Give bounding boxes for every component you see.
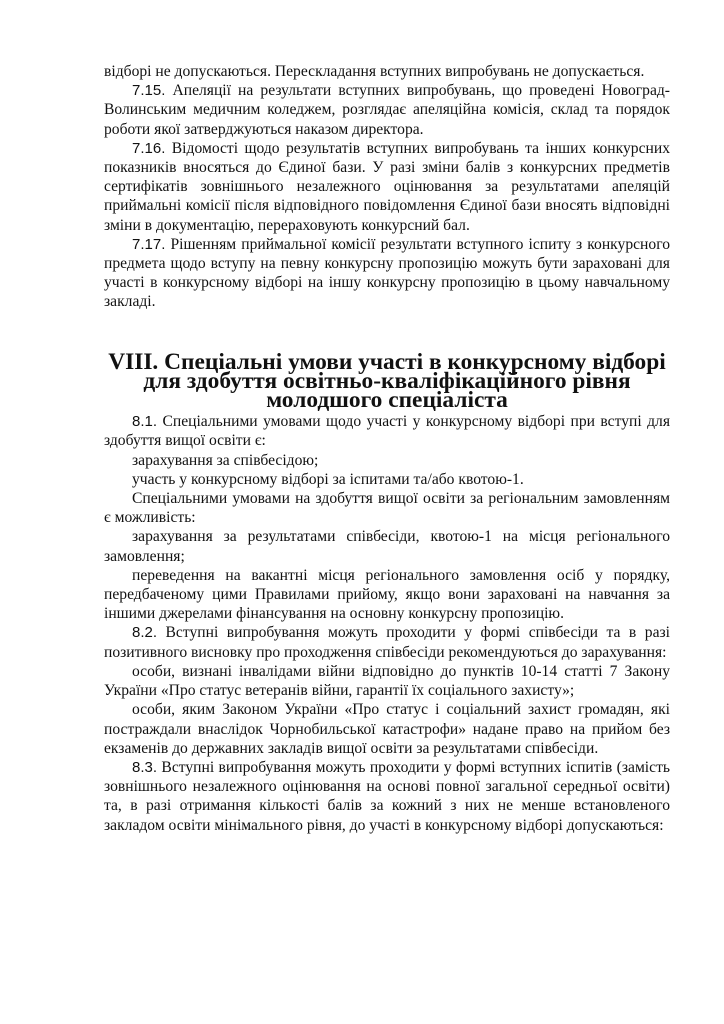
paragraph-text: Апеляції на результати вступних випробувань, що проведені Новоград-Волинським медичним коледжем, розглядає апеляційна комісія, склад та порядок роботи якої затверджуються наказом директора. xyxy=(104,82,670,138)
paragraph-text: Рішенням приймальної комісії результати вступного іспиту з конкурсного предмета щодо вступу на певну конкурсну пропозицію можуть бути зараховані для участі в конкурсному відборі на іншу конкурсну пропозицію в цьому навчальному закладі. xyxy=(104,235,670,311)
paragraph-number: 8.2. xyxy=(132,624,158,642)
paragraph-regional: Спеціальними умовами на здобуття вищої освіти за регіональним замовленням є можливість: xyxy=(104,490,670,527)
paragraph-8-2 xyxy=(104,623,670,661)
paragraph-number: 7.16. xyxy=(132,139,166,157)
paragraph-number: 8.3. xyxy=(132,758,158,776)
paragraph-continuation xyxy=(104,62,670,81)
paragraph-text: Вступні випробування можуть проходити у формі вступних іспитів (замість зовнішнього незалежного оцінювання на основі повної загальної середньої освіти) та, в разі отримання кількості балів за кожний з них не менше встановленого закладом освіти мінімального рівня, до участі в конкурсному відборі допускаються: xyxy=(104,758,670,834)
document-page xyxy=(104,62,670,835)
paragraph-text: Спеціальними умовами щодо участі у конкурсному відборі при вступі для здобуття вищої освіти є: xyxy=(104,413,670,450)
paragraph-7-16 xyxy=(104,139,670,235)
paragraph-8-1 xyxy=(104,412,670,450)
paragraph-text: Відомості щодо результатів вступних випробувань та інших конкурсних показників вносяться до Єдиної бази. У разі зміни балів з конкурсних предметів сертифікатів зовнішнього незалежного оцінювання за результатами апеляцій приймальні комісії після відповідного повідомлення Єдиної бази вносять відповідні зміни в документацію, перераховують конкурсний бал. xyxy=(104,139,670,234)
paragraph-number: 8.1. xyxy=(132,413,158,431)
list-item: переведення на вакантні місця регіонального замовлення осіб у порядку, передбаченому цими Правилами прийому, якщо вони зараховані на навчання за іншими джерелами фінансування на основну конкурсну пропозицію. xyxy=(104,566,670,623)
paragraph-text: відборі не допускаються. Перескладання вступних випробувань не допускається. xyxy=(104,63,645,80)
paragraph-text: Вступні випробування можуть проходити у формі співбесіди та в разі позитивного висновку про проходження співбесіди рекомендуються до зарахування: xyxy=(104,624,670,661)
list-item: участь у конкурсному відборі за іспитами та/або квотою-1. xyxy=(132,470,524,488)
list-item: особи, яким Законом України «Про статус і соціальний захист громадян, які постраждали внаслідок Чорнобильської катастрофи» надане право на прийом без екзаменів до державних закладів вищої освіти за результатами співбесіди. xyxy=(104,701,670,757)
list-item: зарахування за співбесідою; xyxy=(132,451,319,469)
section-heading: VIII. Спеціальні умови участі в конкурсному відборі для здобуття освітньо-кваліфікаційного рівня молодшого спеціаліста xyxy=(108,348,666,414)
paragraph-7-17 xyxy=(104,235,670,312)
paragraph-8-3 xyxy=(104,758,670,835)
paragraph-number: 7.17. xyxy=(132,235,166,253)
list-item: зарахування за результатами співбесіди, квотою-1 на місця регіонального замовлення; xyxy=(104,528,670,565)
paragraph-7-15 xyxy=(104,81,670,139)
paragraph-number: 7.15. xyxy=(132,82,166,100)
list-item: особи, визнані інвалідами війни відповідно до пунктів 10-14 статті 7 Закону України «Про статус ветеранів війни, гарантії їх соціального захисту»; xyxy=(104,662,670,700)
